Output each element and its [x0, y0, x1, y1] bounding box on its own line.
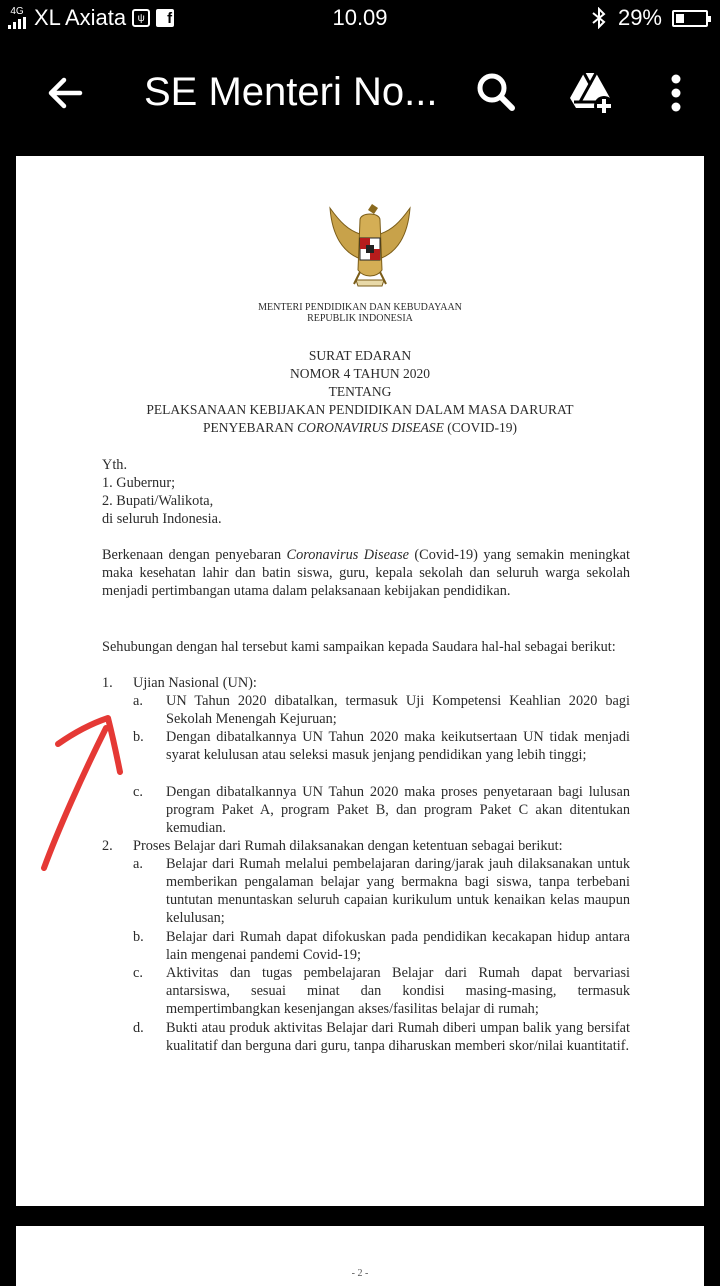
subject-post: (COVID-19)	[443, 420, 517, 435]
ministry-name: MENTERI PENDIDIKAN DAN KEBUDAYAAN	[258, 302, 462, 313]
usb-icon: ψ	[132, 9, 150, 27]
search-icon[interactable]	[472, 68, 522, 118]
battery-icon	[672, 10, 708, 27]
sub-letter: a.	[133, 856, 143, 872]
sub-letter: c.	[133, 965, 143, 981]
doc-subject-line2	[16, 419, 704, 437]
recipients	[102, 456, 222, 528]
sub-letter: b.	[133, 929, 144, 945]
facebook-icon: f	[156, 9, 174, 27]
sub-item-text: Belajar dari Rumah dapat difokuskan pada pendidikan kecakapan hidup antara lain mengenai pandemi Covid-19;	[166, 929, 630, 963]
list-item-title: Proses Belajar dari Rumah dilaksanakan dengan ketentuan sebagai berikut:	[133, 838, 563, 854]
recipient-line: Yth.	[102, 457, 128, 473]
subject-italic: CORONAVIRUS DISEASE	[297, 420, 444, 435]
doc-type: SURAT EDARAN	[308, 348, 412, 363]
sub-letter: b.	[133, 729, 144, 745]
clock: 10.09	[332, 5, 388, 30]
document-page-2[interactable]	[16, 1226, 704, 1286]
arrow-left-icon[interactable]	[40, 68, 90, 118]
sub-letter: c.	[133, 784, 143, 800]
sub-item-text: Aktivitas dan tugas pembelajaran Belajar dari Rumah dapat bervariasi antarsiswa, sesuai minat dan kondisi masing-masing, termasuk mempertimbangkan kesenjangan akses/fasilitas belajar di rumah;	[166, 965, 630, 1017]
add-to-drive-icon[interactable]	[566, 68, 616, 118]
list-item-title: Ujian Nasional (UN):	[133, 675, 257, 691]
network-type: 4G	[10, 6, 24, 17]
list-number: 2.	[102, 838, 113, 854]
sub-letter: d.	[133, 1020, 144, 1036]
republic-name: REPUBLIK INDONESIA	[307, 313, 413, 324]
recipient-line: di seluruh Indonesia.	[102, 511, 222, 527]
document-title: SE Menteri No...	[144, 70, 438, 114]
list-number: 1.	[102, 675, 113, 691]
doc-number: NOMOR 4 TAHUN 2020	[289, 366, 431, 381]
sub-item-text: Dengan dibatalkannya UN Tahun 2020 maka proses penyetaraan bagi lulusan program Paket A, program Paket B, dan program Paket C akan ditentukan kemudian.	[166, 784, 630, 836]
para1-pre: Berkenaan dengan penyebaran	[102, 547, 287, 563]
intro-paragraph: Sehubungan dengan hal tersebut kami sampaikan kepada Saudara hal-hal sebagai berikut:	[102, 639, 616, 655]
letter-heading	[16, 347, 704, 437]
ministry-header	[16, 302, 704, 324]
sub-letter: a.	[133, 693, 143, 709]
battery-percent: 29%	[617, 5, 662, 30]
doc-subject-line1: PELAKSANAAN KEBIJAKAN PENDIDIKAN DALAM MASA DARURAT	[146, 402, 574, 417]
sub-item-text: Dengan dibatalkannya UN Tahun 2020 maka keikutsertaan UN tidak menjadi syarat kelulusan atau seleksi masuk jenjang pendidikan yang lebih tinggi;	[166, 729, 630, 763]
recipient-line: 2. Bupati/Walikota,	[102, 493, 214, 509]
app-bar	[0, 38, 720, 148]
status-right	[590, 5, 708, 31]
recipient-line: 1. Gubernur;	[102, 475, 176, 491]
status-bar	[0, 0, 720, 38]
carrier-name: XL Axiata	[34, 5, 127, 30]
sub-item-text: Bukti atau produk aktivitas Belajar dari Rumah diberi umpan balik yang bersifat kualitatif dan berguna dari guru, tanpa diharuskan memberi skor/nilai kuantitatif.	[166, 1020, 630, 1054]
bluetooth-icon	[590, 7, 608, 29]
para1-post: (Covid-19) yang semakin meningkat maka kesehatan lahir dan batin siswa, guru, kepala sekolah dan seluruh warga sekolah menjadi pertimbangan utama dalam pelaksanaan kebijakan pendidikan.	[102, 547, 630, 599]
garuda-emblem-icon	[326, 200, 414, 296]
document-page-1[interactable]	[16, 156, 704, 1206]
para1-italic: Coronavirus Disease	[286, 547, 409, 563]
more-vert-icon[interactable]	[658, 68, 694, 118]
sub-item-text: Belajar dari Rumah melalui pembelajaran daring/jarak jauh dilaksanakan untuk memberikan pengalaman belajar yang bermakna bagi siswa, tanpa terbebani tuntutan menuntaskan seluruh capaian kurikulum untuk kenaikan kelas maupun kelulusan;	[166, 856, 630, 926]
opening-paragraph	[102, 546, 630, 600]
page-number: - 2 -	[351, 1268, 369, 1279]
doc-about: TENTANG	[328, 384, 392, 399]
battery-level	[676, 14, 684, 23]
sub-item-text: UN Tahun 2020 dibatalkan, termasuk Uji Kompetensi Keahlian 2020 bagi Sekolah Menengah Kejuruan;	[166, 693, 630, 727]
subject-pre: PENYEBARAN	[203, 420, 298, 435]
